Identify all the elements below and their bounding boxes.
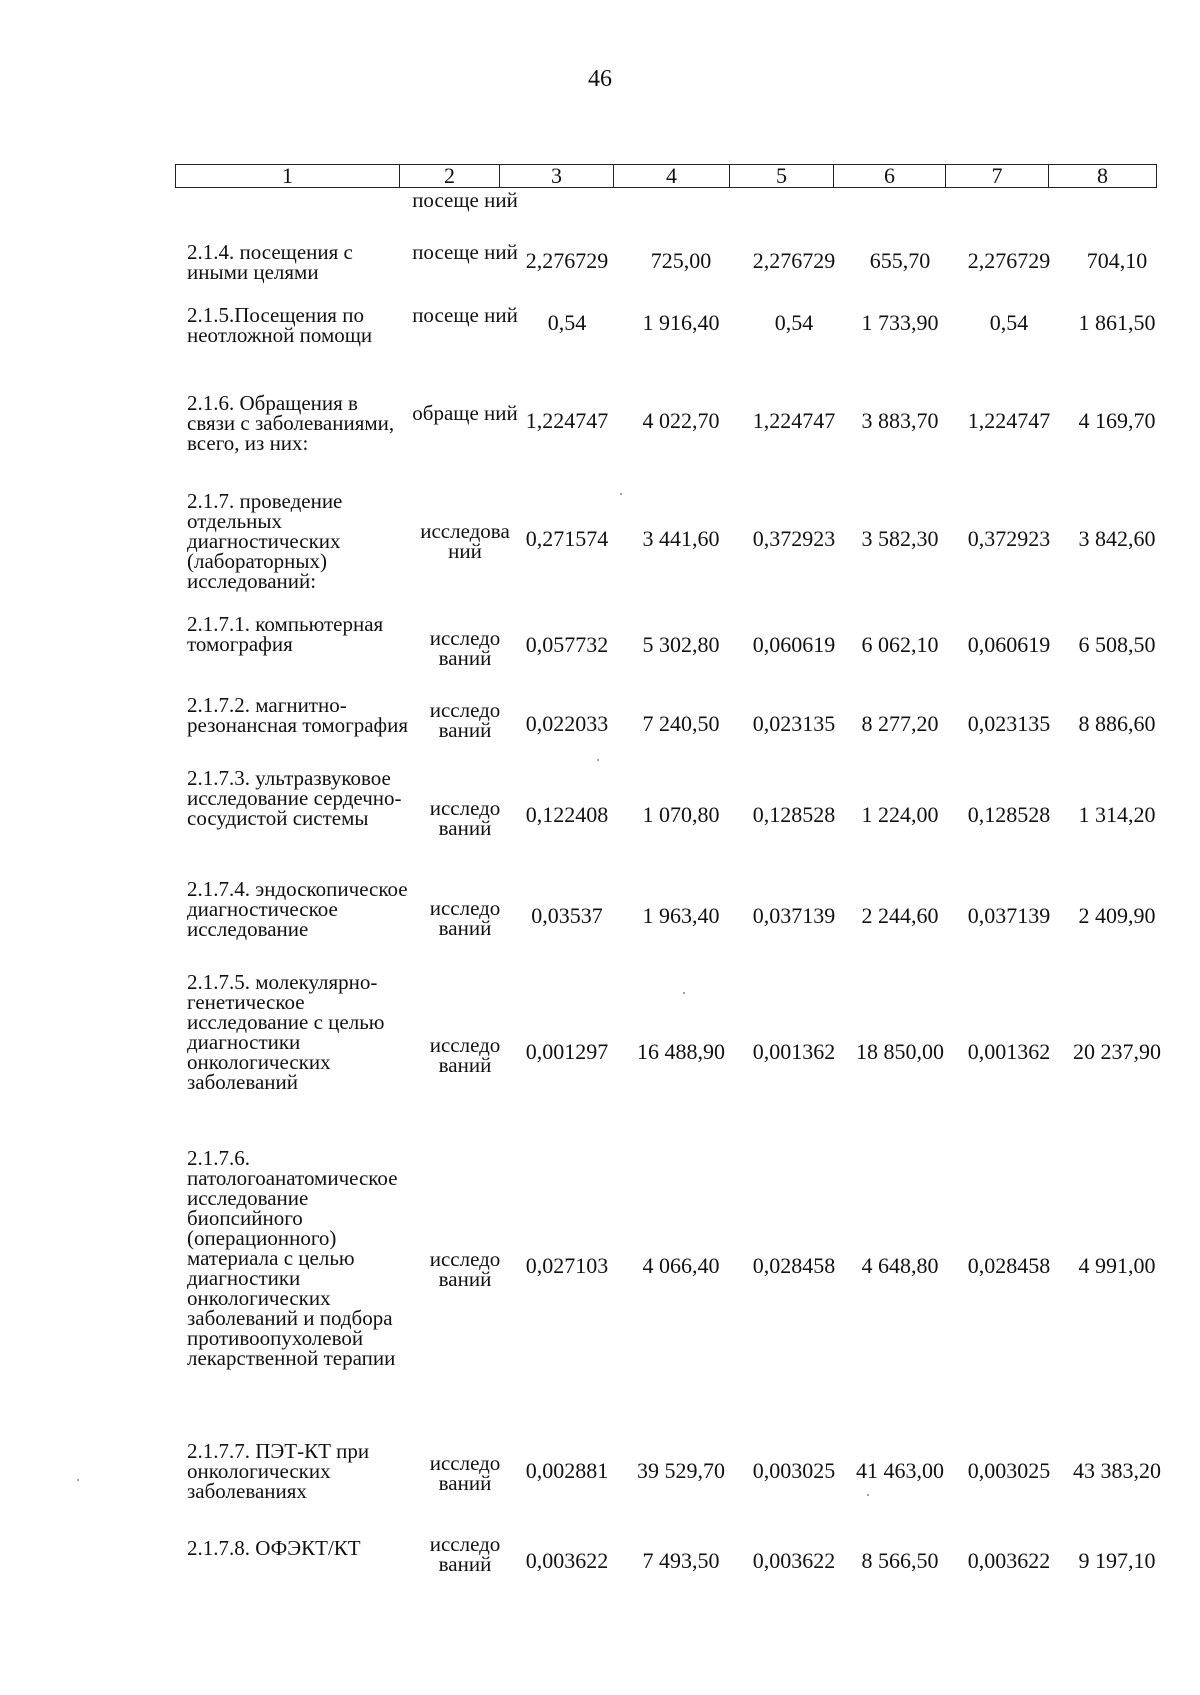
row-unit: исследо ваний bbox=[429, 626, 501, 670]
row-name: 2.1.7.8. ОФЭКТ/КТ bbox=[187, 1536, 361, 1560]
column-header-6: 6 bbox=[834, 165, 946, 188]
row-col6: 6 062,10 bbox=[861, 632, 939, 657]
row-col4: 7 240,50 bbox=[642, 711, 720, 736]
row-col6: 41 463,00 bbox=[856, 1458, 944, 1483]
row-col8: 1 314,20 bbox=[1078, 802, 1156, 827]
row-col7: 0,023135 bbox=[967, 711, 1051, 736]
row-col7: 0,54 bbox=[989, 310, 1029, 335]
row-col3: 0,002881 bbox=[525, 1458, 609, 1483]
row-unit: исследо ваний bbox=[429, 1247, 501, 1291]
row-col7: 0,037139 bbox=[967, 903, 1051, 928]
scan-speck bbox=[597, 759, 599, 761]
row-col7: 0,003025 bbox=[967, 1458, 1051, 1483]
row-col4: 1 963,40 bbox=[642, 903, 720, 928]
row-col4: 725,00 bbox=[650, 248, 712, 273]
row-col5: 0,003025 bbox=[752, 1458, 836, 1483]
row-col7: 0,372923 bbox=[967, 526, 1051, 551]
row-name: 2.1.7.6. патологоанатомическое исследование биопсийного (операционного) материала с целью диагностики онкологических заболеваний и подбора противоопухолевой лекарственной терапии bbox=[187, 1146, 398, 1370]
row-col4: 3 441,60 bbox=[642, 526, 720, 551]
row-name: 2.1.7. проведение отдельных диагностических (лабораторных) исследований: bbox=[187, 489, 343, 593]
row-col6: 2 244,60 bbox=[861, 903, 939, 928]
row-col7: 0,003622 bbox=[967, 1548, 1051, 1573]
row-col6: 8 566,50 bbox=[861, 1548, 939, 1573]
row-unit: обраще ний bbox=[412, 401, 518, 425]
scan-speck bbox=[867, 1494, 869, 1496]
row-unit: посеще ний bbox=[412, 240, 518, 264]
row-unit: исследо ваний bbox=[429, 698, 501, 742]
row-col8: 4 991,00 bbox=[1078, 1253, 1156, 1278]
row-col5: 0,060619 bbox=[752, 632, 836, 657]
row-col8: 20 237,90 bbox=[1073, 1039, 1161, 1064]
row-col7: 2,276729 bbox=[967, 248, 1051, 273]
row-name: 2.1.7.4. эндоскопическое диагностическое исследование bbox=[187, 877, 408, 941]
row-col8: 3 842,60 bbox=[1078, 526, 1156, 551]
row-col3: 2,276729 bbox=[525, 248, 609, 273]
row-col5: 2,276729 bbox=[752, 248, 836, 273]
row-col4: 1 916,40 bbox=[642, 310, 720, 335]
row-col5: 0,003622 bbox=[752, 1548, 836, 1573]
row-col6: 18 850,00 bbox=[856, 1039, 944, 1064]
row-col3: 0,003622 bbox=[525, 1548, 609, 1573]
row-col6: 3 582,30 bbox=[861, 526, 939, 551]
column-header-7: 7 bbox=[946, 165, 1049, 188]
page-number: 46 bbox=[588, 66, 612, 92]
row-name: 2.1.5.Посещения по неотложной помощи bbox=[187, 303, 373, 347]
row-col3: 0,122408 bbox=[525, 802, 609, 827]
row-col5: 1,224747 bbox=[752, 408, 836, 433]
row-col6: 4 648,80 bbox=[861, 1253, 939, 1278]
row-name: 2.1.7.2. магнитно-резонансная томография bbox=[187, 693, 409, 737]
column-header-3: 3 bbox=[500, 165, 614, 188]
row-col8: 1 861,50 bbox=[1078, 310, 1156, 335]
column-header-row bbox=[176, 165, 1157, 188]
row-unit: исследо ваний bbox=[429, 796, 501, 840]
row-col4: 16 488,90 bbox=[637, 1039, 725, 1064]
row-col6: 1 733,90 bbox=[861, 310, 939, 335]
row-col8: 4 169,70 bbox=[1078, 408, 1156, 433]
row-col3: 0,54 bbox=[547, 310, 587, 335]
column-header-8: 8 bbox=[1049, 165, 1157, 188]
row-col8: 8 886,60 bbox=[1078, 711, 1156, 736]
row-col6: 655,70 bbox=[869, 248, 931, 273]
scan-speck bbox=[77, 1479, 79, 1481]
row-col6: 3 883,70 bbox=[861, 408, 939, 433]
row-col5: 0,128528 bbox=[752, 802, 836, 827]
column-header-table bbox=[175, 164, 1157, 188]
column-header-2: 2 bbox=[400, 165, 500, 188]
row-col3: 1,224747 bbox=[525, 408, 609, 433]
row-col4: 39 529,70 bbox=[637, 1458, 725, 1483]
row-name: 2.1.7.5. молекулярно-генетическое исследование с целью диагностики онкологических заболеваний bbox=[187, 970, 385, 1094]
row-col3: 0,027103 bbox=[525, 1253, 609, 1278]
row-col3: 0,022033 bbox=[525, 711, 609, 736]
row-name: 2.1.4. посещения с иными целями bbox=[187, 240, 353, 284]
row-col3: 0,057732 bbox=[525, 632, 609, 657]
row-col8: 43 383,20 bbox=[1073, 1458, 1161, 1483]
row-col5: 0,54 bbox=[774, 310, 814, 335]
row-col7: 0,128528 bbox=[967, 802, 1051, 827]
row-col4: 4 066,40 bbox=[642, 1253, 720, 1278]
row-unit: исследо ваний bbox=[429, 896, 501, 940]
row-unit: исследо ваний bbox=[429, 1033, 501, 1077]
row-col6: 8 277,20 bbox=[861, 711, 939, 736]
row-col7: 0,028458 bbox=[967, 1253, 1051, 1278]
row-col3: 0,03537 bbox=[531, 903, 603, 928]
row-col6: 1 224,00 bbox=[861, 802, 939, 827]
row-name: 2.1.7.3. ультразвуковое исследование сердечно-сосудистой системы bbox=[187, 766, 402, 830]
row-col5: 0,023135 bbox=[752, 711, 836, 736]
row-col4: 1 070,80 bbox=[642, 802, 720, 827]
row-col8: 9 197,10 bbox=[1078, 1548, 1156, 1573]
row-col4: 4 022,70 bbox=[642, 408, 720, 433]
row-col8: 2 409,90 bbox=[1078, 903, 1156, 928]
row-col3: 0,001297 bbox=[525, 1039, 609, 1064]
row-col5: 0,028458 bbox=[752, 1253, 836, 1278]
column-header-5: 5 bbox=[730, 165, 834, 188]
row-col5: 0,372923 bbox=[752, 526, 836, 551]
row-unit: исследо ваний bbox=[429, 1532, 501, 1576]
row-col8: 704,10 bbox=[1086, 248, 1148, 273]
row-unit: исследова ний bbox=[420, 519, 510, 563]
row-name: 2.1.7.7. ПЭТ-КТ при онкологических заболеваниях bbox=[187, 1439, 370, 1503]
row-col3: 0,271574 bbox=[525, 526, 609, 551]
row-col8: 6 508,50 bbox=[1078, 632, 1156, 657]
row-col7: 1,224747 bbox=[967, 408, 1051, 433]
row-col7: 0,060619 bbox=[967, 632, 1051, 657]
row-name: 2.1.6. Обращения в связи с заболеваниями, всего, из них: bbox=[187, 391, 395, 455]
row-unit: исследо ваний bbox=[429, 1451, 501, 1495]
row-name: 2.1.7.1. компьютерная томография bbox=[187, 612, 384, 656]
row-col4: 5 302,80 bbox=[642, 632, 720, 657]
column-header-1: 1 bbox=[282, 163, 293, 188]
row-col7: 0,001362 bbox=[967, 1039, 1051, 1064]
row-col4: 7 493,50 bbox=[642, 1548, 720, 1573]
scan-speck bbox=[683, 992, 685, 994]
row-col5: 0,037139 bbox=[752, 903, 836, 928]
continuation-unit: посеще ний bbox=[412, 188, 518, 212]
scan-speck bbox=[620, 493, 622, 495]
row-unit: посеще ний bbox=[412, 303, 518, 327]
row-col5: 0,001362 bbox=[752, 1039, 836, 1064]
column-header-4: 4 bbox=[614, 165, 730, 188]
